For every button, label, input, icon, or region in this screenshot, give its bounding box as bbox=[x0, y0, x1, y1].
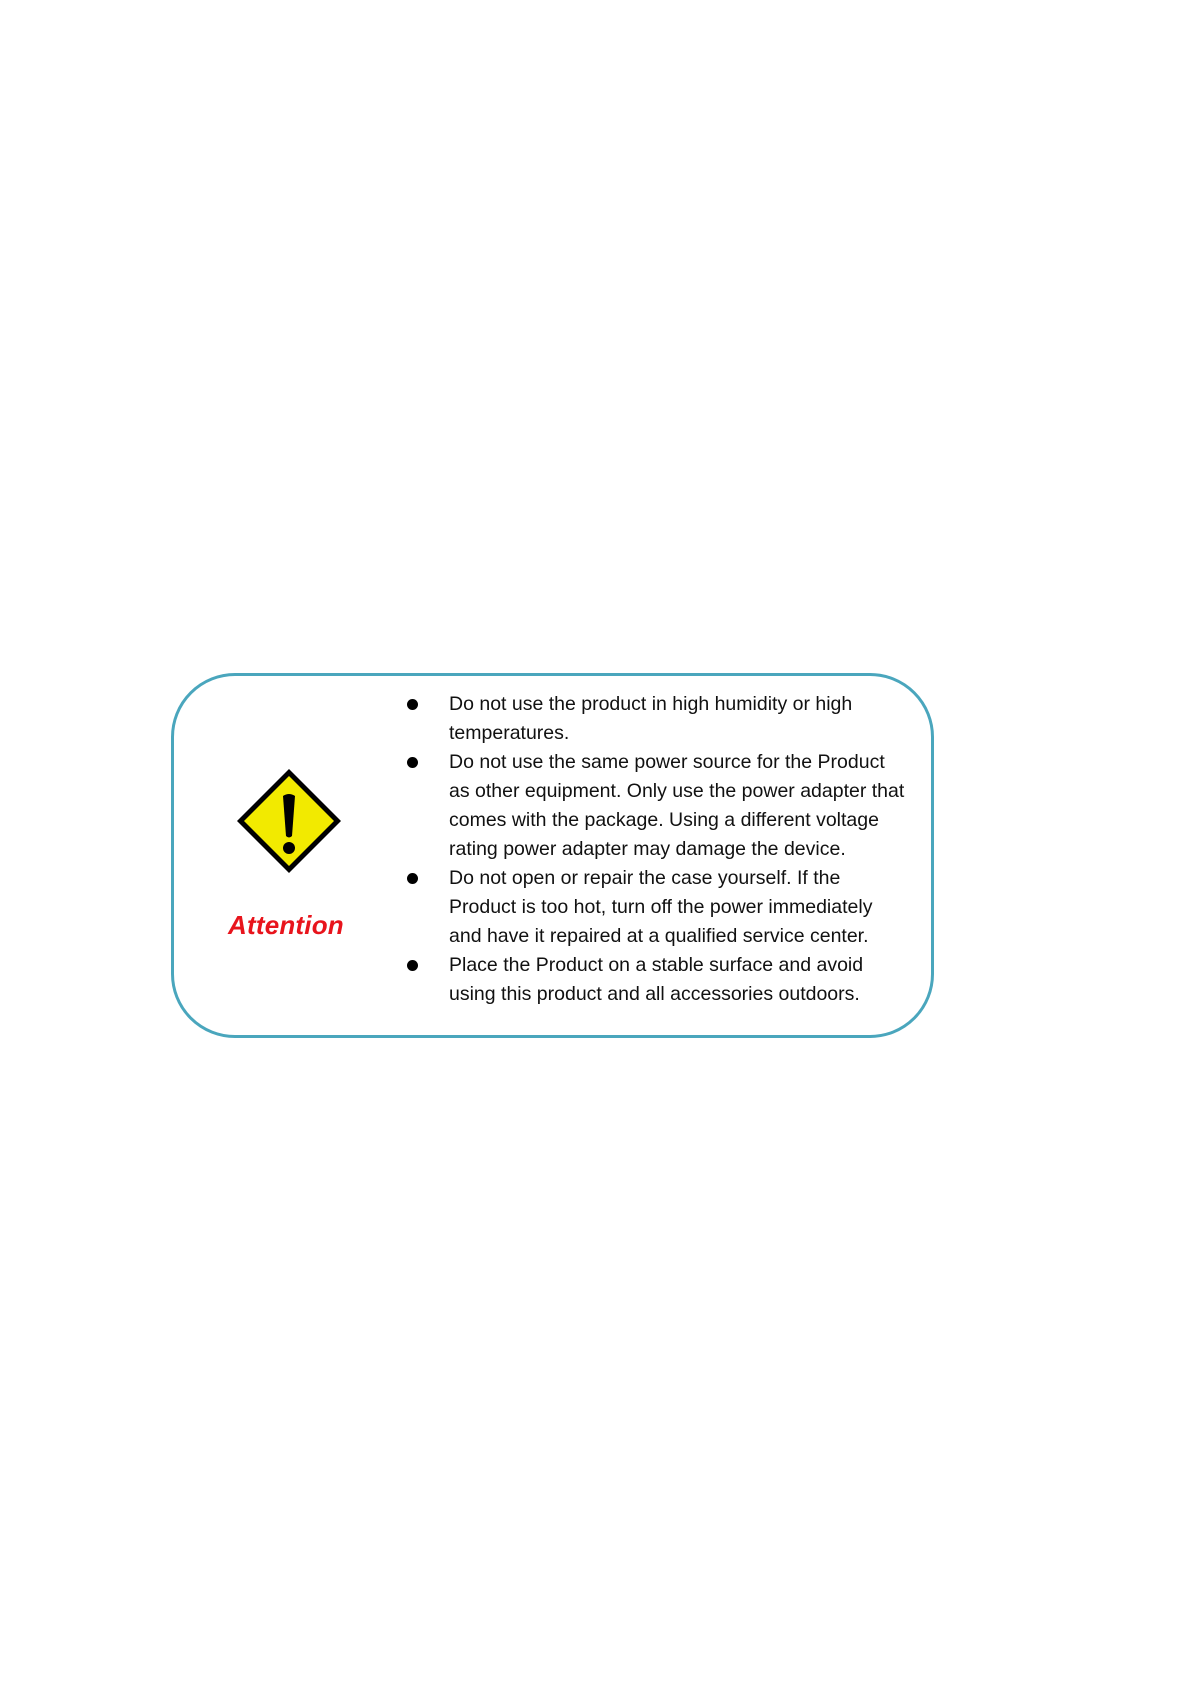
list-item bbox=[407, 864, 907, 951]
list-item-text: Do not use the same power source for the Product as other equipment. Only use the power adapter that comes with the package. Using a different voltage rating power adapter may damage the device. bbox=[449, 751, 905, 860]
list-item-text: Do not open or repair the case yourself. If the Product is too hot, turn off the power immediately and have it repaired at a qualified service center. bbox=[449, 867, 873, 947]
attention-label: Attention bbox=[228, 910, 344, 940]
bullet-icon bbox=[407, 757, 418, 768]
bullet-icon bbox=[407, 960, 418, 971]
safety-bullet-list bbox=[407, 690, 907, 1009]
warning-icon bbox=[234, 766, 344, 876]
bullet-icon bbox=[407, 699, 418, 710]
attention-notice-box bbox=[171, 673, 934, 1038]
list-item bbox=[407, 690, 907, 748]
list-item-text: Do not use the product in high humidity or high temperatures. bbox=[449, 693, 853, 744]
bullet-icon bbox=[407, 873, 418, 884]
list-item bbox=[407, 748, 907, 864]
attention-sidebar bbox=[228, 766, 414, 946]
list-item bbox=[407, 951, 907, 1009]
list-item-text: Place the Product on a stable surface and avoid using this product and all accessories outdoors. bbox=[449, 954, 864, 1005]
